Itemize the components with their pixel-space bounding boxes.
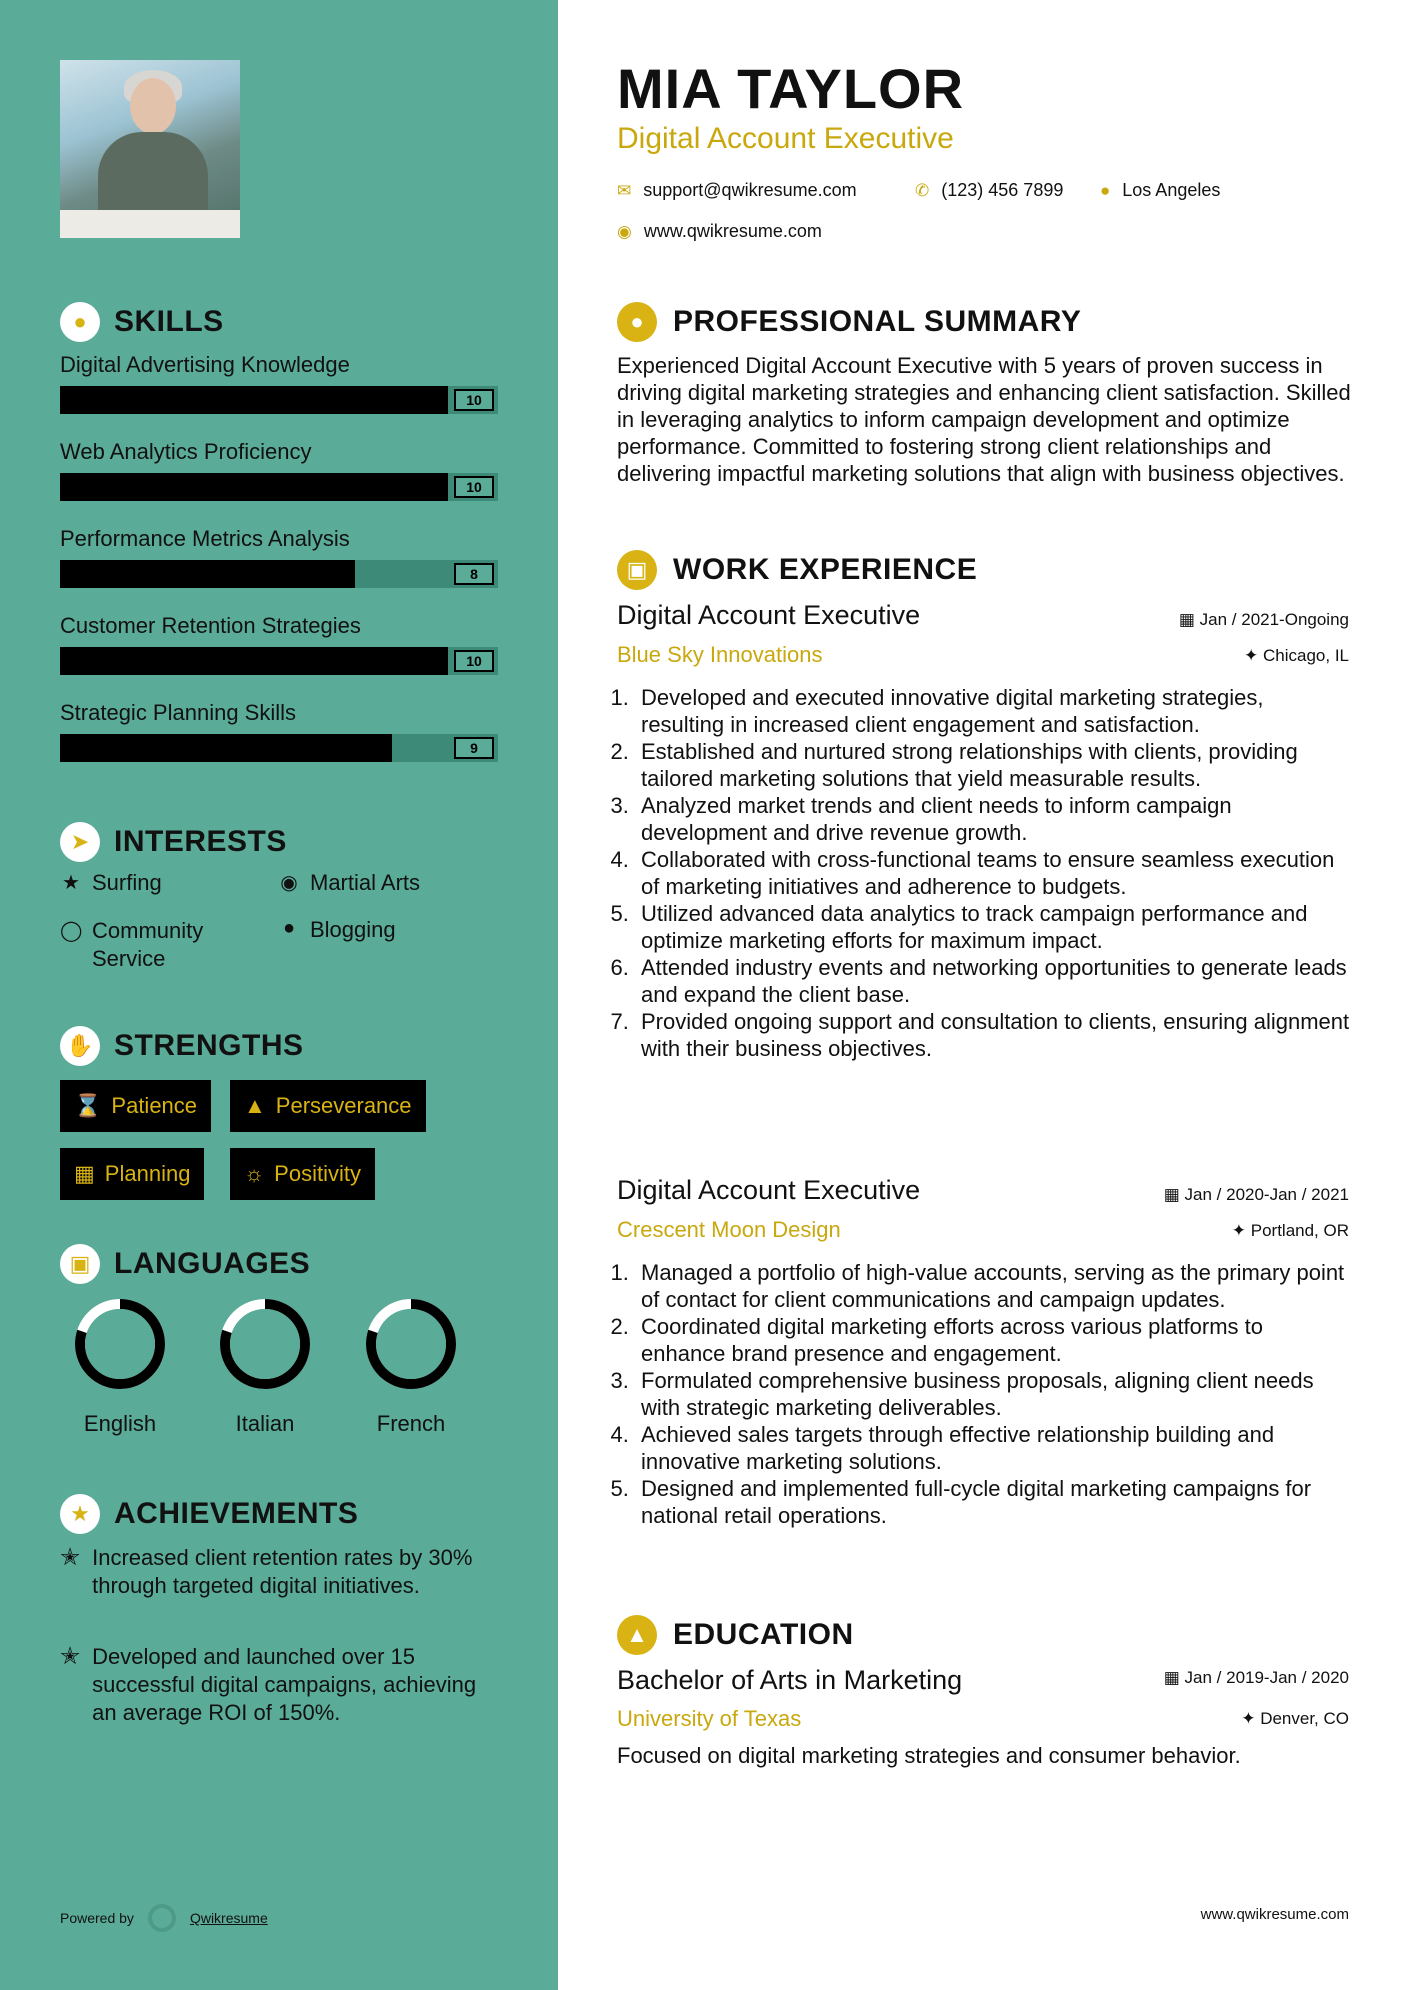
- qwikresume-logo-icon: [148, 1904, 176, 1932]
- skill-item: Performance Metrics Analysis 8: [60, 526, 500, 552]
- achievement-item: ✭ Developed and launched over 15 successful digital campaigns, achieving an average ROI of 150%.: [60, 1643, 477, 1725]
- calendar-icon: ▦: [1163, 1185, 1185, 1204]
- briefcase-icon: ▣: [617, 550, 657, 590]
- summary-heading: ● PROFESSIONAL SUMMARY: [617, 302, 1081, 342]
- calendar-icon: ▦: [1178, 610, 1200, 629]
- shooting-star-icon: ✭: [60, 1544, 81, 1571]
- job-title: Digital Account Executive: [617, 1175, 921, 1205]
- map-pin-icon: ●: [1100, 180, 1111, 200]
- hand-icon: ◯: [60, 920, 83, 942]
- user-icon: ●: [617, 302, 657, 342]
- fist-icon: ✋: [60, 1026, 100, 1066]
- school-name: University of Texas: [617, 1706, 802, 1731]
- language-item: English: [55, 1296, 185, 1437]
- list-item: 3. Analyzed market trends and client needs to inform campaign development and drive revenue growth.: [635, 792, 1352, 846]
- language-ring: [217, 1296, 313, 1392]
- achievements-heading: ★ ACHIEVEMENTS: [60, 1494, 358, 1534]
- graduation-cap-icon: ▲: [617, 1615, 657, 1655]
- interests-heading: ➤ INTERESTS: [60, 822, 287, 862]
- list-item: 5. Designed and implemented full-cycle digital marketing campaigns for national retail operations.: [635, 1475, 1352, 1529]
- list-item: 2. Coordinated digital marketing efforts across various platforms to enhance brand presence and engagement.: [635, 1313, 1352, 1367]
- strength-badge: ⌛ Patience: [60, 1080, 211, 1132]
- strength-badge: ▲ Perseverance: [230, 1080, 426, 1132]
- warning-icon: ▲: [244, 1093, 266, 1118]
- pin-icon: ✦: [1241, 1709, 1261, 1728]
- experience-heading: ▣ WORK EXPERIENCE: [617, 550, 977, 590]
- job-location: ✦ Chicago, IL: [1244, 646, 1349, 665]
- job-company: Blue Sky Innovations: [617, 642, 823, 667]
- phone-icon: ✆: [915, 180, 930, 200]
- list-item: 2. Established and nurtured strong relationships with clients, providing tailored marketing solutions that yield measurable results.: [635, 738, 1352, 792]
- list-item: 6. Attended industry events and networking opportunities to generate leads and expand the client base.: [635, 954, 1352, 1008]
- list-item: 1. Developed and executed innovative digital marketing strategies, resulting in increased client engagement and satisfaction.: [635, 684, 1352, 738]
- globe-icon: ◉: [617, 221, 632, 241]
- job-company: Crescent Moon Design: [617, 1217, 841, 1242]
- users-icon: ●: [282, 917, 296, 939]
- language-ring: [72, 1296, 168, 1392]
- contact-email[interactable]: ✉ support@qwikresume.com: [617, 180, 857, 200]
- list-item: 7. Provided ongoing support and consultation to clients, ensuring alignment with their business objectives.: [635, 1008, 1352, 1062]
- qwikresume-link[interactable]: Qwikresume: [189, 1910, 268, 1926]
- job-date: ▦ Jan / 2021-Ongoing: [1178, 610, 1349, 629]
- skill-item: Web Analytics Proficiency 10: [60, 439, 500, 465]
- globe-icon: ◉: [280, 872, 298, 894]
- sun-icon: ☼: [244, 1161, 265, 1186]
- job-duties: [617, 1259, 1352, 1529]
- footer-website[interactable]: www.qwikresume.com: [1200, 1906, 1349, 1923]
- skill-bar-fill: [60, 734, 392, 762]
- job-title: Digital Account Executive: [617, 600, 921, 630]
- skill-bar-fill: [60, 647, 448, 675]
- language-ring-center: [230, 1309, 300, 1379]
- envelope-icon: ✉: [617, 180, 632, 200]
- contact-website[interactable]: ◉ www.qwikresume.com: [617, 221, 822, 241]
- education-heading: ▲ EDUCATION: [617, 1615, 854, 1655]
- pin-icon: ✦: [1231, 1221, 1251, 1240]
- profile-photo: [60, 60, 240, 238]
- skill-bar: 10: [60, 386, 498, 414]
- strength-badge: ▦ Planning: [60, 1148, 204, 1200]
- hourglass-icon: ⌛: [74, 1093, 102, 1118]
- skill-bar-fill: [60, 473, 448, 501]
- education-date: ▦ Jan / 2019-Jan / 2020: [1163, 1668, 1349, 1687]
- languages-heading: ▣ LANGUAGES: [60, 1244, 310, 1284]
- strengths-heading: ✋ STRENGTHS: [60, 1026, 304, 1066]
- candidate-name: MIA TAYLOR: [617, 57, 965, 120]
- skill-bar-fill: [60, 386, 448, 414]
- calendar-icon: ▦: [74, 1161, 95, 1186]
- job-date: ▦ Jan / 2020-Jan / 2021: [1163, 1185, 1349, 1204]
- skill-bar: 8: [60, 560, 498, 588]
- contact-location: ● Los Angeles: [1100, 180, 1221, 200]
- paper-plane-icon: ➤: [60, 822, 100, 862]
- degree-title: Bachelor of Arts in Marketing: [617, 1665, 963, 1695]
- skill-bar-fill: [60, 560, 355, 588]
- skill-bar: 9: [60, 734, 498, 762]
- shooting-star-icon: ✭: [60, 1643, 81, 1670]
- education-location: ✦ Denver, CO: [1241, 1709, 1349, 1728]
- contact-phone[interactable]: ✆ (123) 456 7899: [915, 180, 1064, 200]
- skill-item: Customer Retention Strategies 10: [60, 613, 500, 639]
- skill-item: Digital Advertising Knowledge 10: [60, 352, 500, 378]
- list-item: 5. Utilized advanced data analytics to track campaign performance and optimize marketing efforts for maximum impact.: [635, 900, 1352, 954]
- list-item: 1. Managed a portfolio of high-value accounts, serving as the primary point of contact for client communications and campaign updates.: [635, 1259, 1352, 1313]
- language-item: Italian: [200, 1296, 330, 1437]
- language-item: French: [346, 1296, 476, 1437]
- summary-text: Experienced Digital Account Executive with 5 years of proven success in driving digital marketing strategies and enhancing client satisfaction. Skilled in leveraging analytics to inform campaign development and optimize performance. Committed to fostering strong client relationships and delivering impactful marketing solutions that align with business objectives.: [617, 353, 1351, 486]
- powered-by: Powered by Qwikresume: [60, 1904, 268, 1932]
- list-item: 4. Collaborated with cross-functional teams to ensure seamless execution of marketing initiatives and adherence to budgets.: [635, 846, 1352, 900]
- interest-item: ● Blogging: [278, 917, 396, 943]
- list-item: 3. Formulated comprehensive business proposals, aligning client needs with strategic marketing deliverables.: [635, 1367, 1352, 1421]
- achievement-item: ✭ Increased client retention rates by 30% through targeted digital initiatives.: [60, 1544, 473, 1598]
- language-ring-center: [376, 1309, 446, 1379]
- job-duties: [617, 684, 1352, 1062]
- star-icon: ★: [62, 872, 80, 894]
- skill-bar: 10: [60, 647, 498, 675]
- skills-heading: ● SKILLS: [60, 302, 224, 342]
- education-description: Focused on digital marketing strategies and consumer behavior.: [617, 1743, 1241, 1768]
- list-item: 4. Achieved sales targets through effective relationship building and innovative marketing solutions.: [635, 1421, 1352, 1475]
- interest-item: ★ Surfing: [60, 870, 162, 896]
- language-ring: [363, 1296, 459, 1392]
- pin-icon: ✦: [1244, 646, 1263, 665]
- skill-bar: 10: [60, 473, 498, 501]
- language-icon: ▣: [60, 1244, 100, 1284]
- job-location: ✦ Portland, OR: [1231, 1221, 1349, 1240]
- interest-item: ◯ Community Service: [60, 918, 204, 971]
- candidate-title: Digital Account Executive: [617, 122, 954, 155]
- star-badge-icon: ★: [60, 1494, 100, 1534]
- strength-badge: ☼ Positivity: [230, 1148, 375, 1200]
- skill-item: Strategic Planning Skills 9: [60, 700, 500, 726]
- calendar-icon: ▦: [1163, 1668, 1185, 1687]
- lightbulb-icon: ●: [60, 302, 100, 342]
- interest-item: ◉ Martial Arts: [278, 870, 420, 896]
- language-ring-center: [85, 1309, 155, 1379]
